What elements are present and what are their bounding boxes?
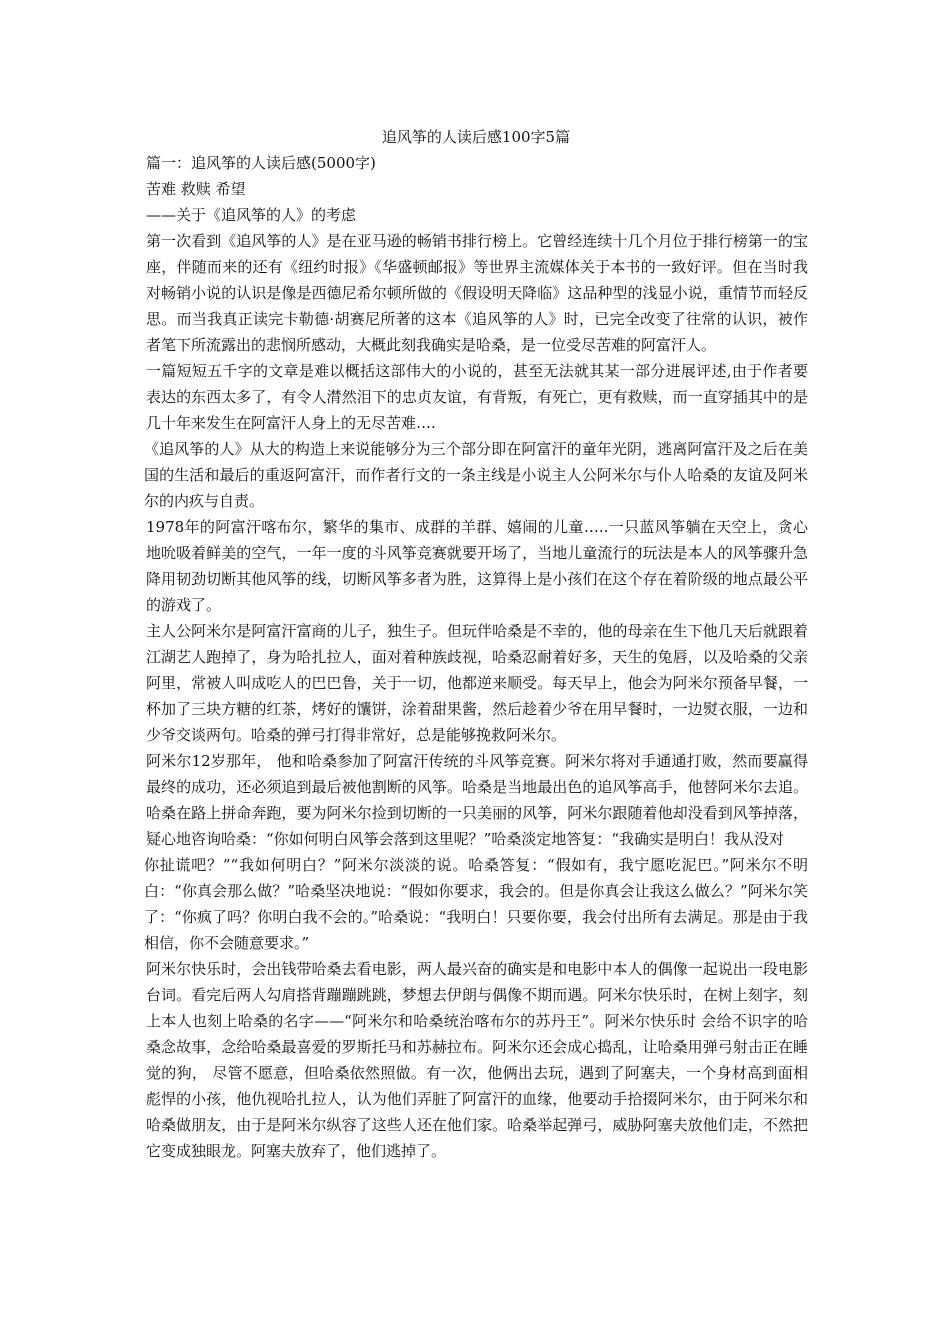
paragraph-2: 一篇短短五千字的文章是难以概括这部伟大的小说的，甚至无法就其某一部分进展评述,由于作者要表达的东西太多了，有令人潸然泪下的忠贞友谊，有背叛，有死亡，更有救赎，而一直穿插其中的是几十年来发生在阿富汗人身上的无尽苦难…. [146,362,808,432]
paragraph-7: 你扯谎吧？”“我如何明白？”阿米尔淡淡的说。哈桑答复：“假如有，我宁愿吃泥巴。”阿米尔不明白：“你真会那么做？”哈桑坚决地说：“假如你要求，我会的。但是你真会让我这么做么？”阿米尔笑了：“你疯了吗？你明白我不会的。”哈桑说：“我明白！只要你要，我会付出所有去满足。那是由于我相信，你不会随意要求。” [144,856,808,952]
paragraph-6: 阿米尔12岁那年， 他和哈桑参加了阿富汗传统的斗风筝竞赛。阿米尔将对手通通打败，然而要赢得最终的成功，还必须追到最后被他割断的风筝。哈桑是当地最出色的追风筝高手，他替阿米尔去追。哈桑在路上拼命奔跑，要为阿米尔捡到切断的一只美丽的风筝，阿米尔跟随着他却没看到风筝掉落，疑心地咨询哈桑：“你如何明白风筝会落到这里呢？”哈桑淡定地答复：“我确实是明白！我从没对 [146,752,808,848]
paragraph-3: 《追风筝的人》从大的构造上来说能够分为三个部分即在阿富汗的童年光阴，逃离阿富汗及之后在美国的生活和最后的重返阿富汗，而作者行文的一条主线是小说主人公阿米尔与仆人哈桑的友谊及阿米尔的内疚与自责。 [144,440,808,510]
subtitle-line: ——关于《追风筝的人》的考虑 [146,206,357,224]
document-title: 追风筝的人读后感100字5篇 [381,128,571,146]
paragraph-8: 阿米尔快乐时，会出钱带哈桑去看电影，两人最兴奋的确实是和电影中本人的偶像一起说出一段电影台词。看完后两人勾肩搭背蹦蹦跳跳，梦想去伊朗与偶像不期而遇。阿米尔快乐时，在树上刻字，刻上本人也刻上哈桑的名字——“阿米尔和哈桑统治喀布尔的苏丹王”。阿米尔快乐时 会给不识字的哈桑念故事，念给哈桑最喜爱的罗斯托马和苏赫拉布。阿米尔还会成心捣乱，让哈桑用弹弓射击正在睡觉的狗， 尽管不愿意，但哈桑依然照做。有一次，他俩出去玩，遇到了阿塞夫，一个身材高到面相彪悍的小孩，他仇视哈扎拉人，认为他们弄脏了阿富汗的血缘，他要动手拾掇阿米尔，由于阿米尔和哈桑做朋友，由于是阿米尔纵容了这些人还在他们家。哈桑举起弹弓，威胁阿塞夫放他们走，不然把它变成独眼龙。阿塞夫放弃了，他们逃掉了。 [146,960,808,1160]
keywords-line: 苦难 救赎 希望 [146,180,246,198]
paragraph-4: 1978年的阿富汗喀布尔，繁华的集市、成群的羊群、嬉闹的儿童…..一只蓝风筝躺在天空上，贪心地吮吸着鲜美的空气，一年一度的斗风筝竞赛就要开场了，当地儿童流行的玩法是本人的风筝骤升急降用韧劲切断其他风筝的线，切断风筝多者为胜，这算得上是小孩们在这个存在着阶级的地点最公平的游戏了。 [146,518,808,614]
paragraph-1: 第一次看到《追风筝的人》是在亚马逊的畅销书排行榜上。它曾经连续十几个月位于排行榜第一的宝座，伴随而来的还有《纽约时报》《华盛顿邮报》等世界主流媒体关于本书的一致好评。但在当时我对畅销小说的认识是像是西德尼希尔顿所做的《假设明天降临》这品种型的浅显小说，重情节而轻反思。而当我真正读完卡勒德·胡赛尼所著的这本《追风筝的人》时，已完全改变了往常的认识，被作者笔下所流露出的悲悯所感动，大概此刻我确实是哈桑，是一位受尽苦难的阿富汗人。 [146,232,808,354]
paragraph-5: 主人公阿米尔是阿富汗富商的儿子，独生子。但玩伴哈桑是不幸的，他的母亲在生下他几天后就跟着江湖艺人跑掉了，身为哈扎拉人，面对着种族歧视，哈桑忍耐着好多，天生的兔唇，以及哈桑的父亲阿里，常被人叫成吃人的巴巴鲁，关于一切，他都逆来顺受。每天早上，他会为阿米尔预备早餐，一杯加了三块方糖的红茶，烤好的馕饼，涂着甜果酱，然后趁着少爷在用早餐时，一边熨衣服，一边和少爷交谈两句。哈桑的弹弓打得非常好，总是能够挽救阿米尔。 [146,622,808,744]
document-page [144,124,808,1164]
section-heading: 篇一：追风筝的人读后感(5000字) [146,154,376,172]
